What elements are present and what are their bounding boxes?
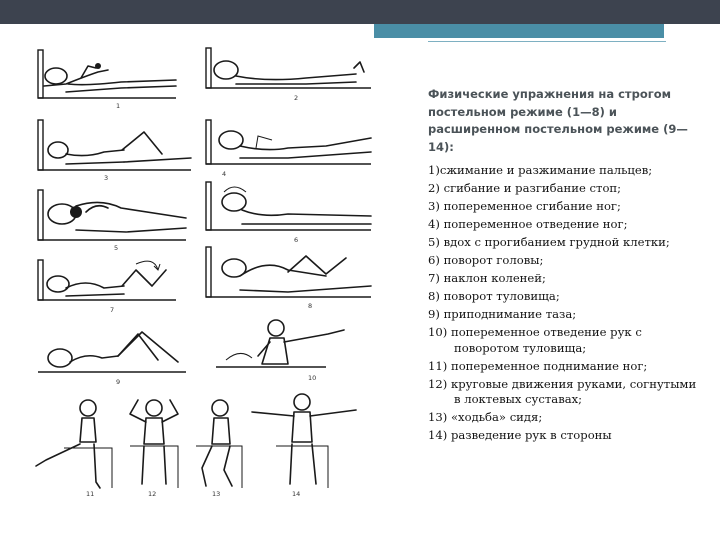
slide-accent-line <box>428 41 666 42</box>
exercise-figure-6 <box>206 182 371 244</box>
exercise-figure-9 <box>38 332 186 386</box>
exercise-item: 7) наклон коленей; <box>428 271 546 285</box>
figure-number: 7 <box>110 306 115 314</box>
exercise-figure-5 <box>38 190 186 252</box>
figure-number: 11 <box>86 490 95 498</box>
exercise-figure-12 <box>130 400 178 498</box>
exercise-item: 3) попеременное сгибание ног; <box>428 199 621 213</box>
slide-top-bar <box>0 0 720 24</box>
exercise-item: 6) поворот головы; <box>428 253 544 267</box>
exercise-item: 11) попеременное поднимание ног; <box>428 358 648 373</box>
exercise-item: 1)сжимание и разжимание пальцев; <box>428 163 653 177</box>
slide-heading: Физические упражнения на строгом постельном режиме (1—8) и расширенном постельном режиме (9—14): <box>428 87 688 154</box>
exercise-item: 14) разведение рук в стороны <box>428 428 612 443</box>
exercise-figure-7 <box>38 260 176 314</box>
exercise-item: 8) поворот туловища; <box>428 289 560 303</box>
exercise-figure-4 <box>206 120 371 178</box>
exercise-item: 10) попеременное отведение рук с поворотом туловища; <box>428 325 642 355</box>
exercise-figure-1 <box>38 50 176 110</box>
exercise-item: 9) приподнимание таза; <box>428 307 577 321</box>
figure-number: 2 <box>294 94 299 102</box>
figure-number: 6 <box>294 236 299 244</box>
exercise-illustrations <box>26 42 391 500</box>
figure-number: 9 <box>116 378 121 386</box>
exercise-item: 4) попеременное отведение ног; <box>428 217 628 231</box>
exercise-item: 2) сгибание и разгибание стоп; <box>428 181 622 195</box>
exercise-figure-3 <box>38 120 191 182</box>
figure-number: 3 <box>104 174 109 182</box>
figure-number: 4 <box>222 170 227 178</box>
exercise-figure-8 <box>206 247 371 310</box>
figure-number: 12 <box>148 490 157 498</box>
figure-number: 8 <box>308 302 313 310</box>
figure-number: 14 <box>292 490 301 498</box>
figure-number: 1 <box>116 102 121 110</box>
figure-number: 10 <box>308 374 317 382</box>
figure-number: 5 <box>114 244 119 252</box>
exercise-figure-2 <box>206 48 371 102</box>
figure-number: 13 <box>212 490 221 498</box>
exercise-list <box>428 163 703 446</box>
exercise-figure-11 <box>36 400 112 498</box>
exercise-item: 13) «ходьба» сидя; <box>428 410 543 425</box>
exercise-figure-13 <box>196 400 242 498</box>
exercise-item: 5) вдох с прогибанием грудной клетки; <box>428 235 670 249</box>
slide-accent-bar <box>374 24 664 38</box>
exercise-figure-10 <box>216 320 344 382</box>
exercise-figure-14 <box>252 394 356 498</box>
exercise-item: 12) круговые движения руками, согнутыми в локтевых суставах; <box>428 376 697 407</box>
